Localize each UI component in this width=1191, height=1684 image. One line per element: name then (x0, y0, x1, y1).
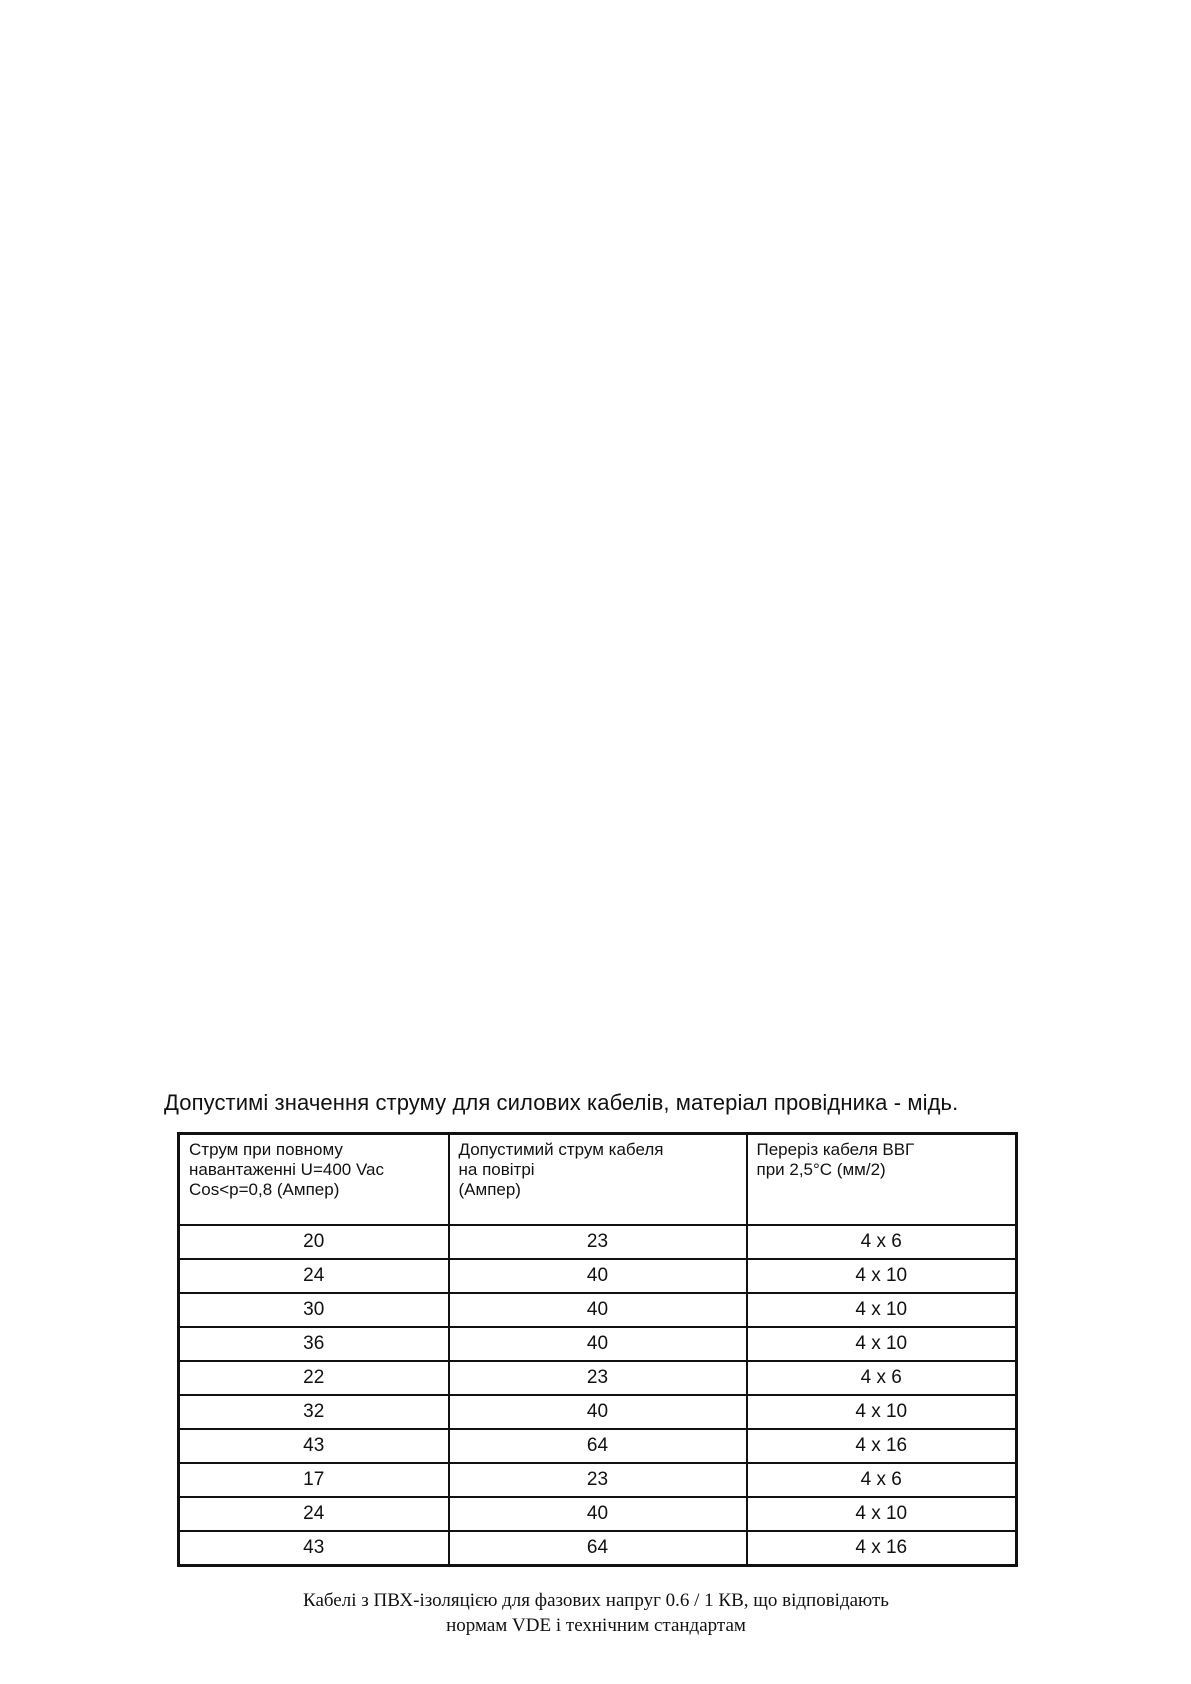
table-row (179, 1497, 1017, 1531)
cell-cross-section: 4 x 6 (747, 1463, 1017, 1497)
cell-cross-section: 4 x 10 (747, 1395, 1017, 1429)
cell-allowed-current: 40 (449, 1497, 747, 1531)
table-row (179, 1225, 1017, 1259)
cell-allowed-current: 64 (449, 1429, 747, 1463)
cell-cross-section: 4 x 6 (747, 1361, 1017, 1395)
cell-allowed-current: 40 (449, 1395, 747, 1429)
table-row (179, 1327, 1017, 1361)
cell-cross-section: 4 x 10 (747, 1293, 1017, 1327)
cell-allowed-current: 64 (449, 1531, 747, 1566)
table-row (179, 1395, 1017, 1429)
cell-full-load-current: 32 (179, 1395, 449, 1429)
cell-cross-section: 4 x 16 (747, 1429, 1017, 1463)
cell-allowed-current: 23 (449, 1361, 747, 1395)
cell-full-load-current: 17 (179, 1463, 449, 1497)
cell-full-load-current: 36 (179, 1327, 449, 1361)
table-row (179, 1463, 1017, 1497)
cell-full-load-current: 30 (179, 1293, 449, 1327)
cell-cross-section: 4 x 6 (747, 1225, 1017, 1259)
table-row (179, 1429, 1017, 1463)
header-full-load-current: Струм при повному навантаженні U=400 Vac Cos<p=0,8 (Ампер) (179, 1134, 449, 1226)
cell-allowed-current: 40 (449, 1293, 747, 1327)
cell-allowed-current: 40 (449, 1259, 747, 1293)
table-footnote: Кабелі з ПВХ-ізоляцією для фазових напруг 0.6 / 1 КВ, що відповідають нормам VDE і технічним стандартам (303, 1590, 889, 1636)
table-row (179, 1531, 1017, 1566)
cell-cross-section: 4 x 10 (747, 1259, 1017, 1293)
cell-cross-section: 4 x 10 (747, 1497, 1017, 1531)
table-row (179, 1361, 1017, 1395)
table-row (179, 1293, 1017, 1327)
cell-allowed-current: 40 (449, 1327, 747, 1361)
table-row (179, 1259, 1017, 1293)
header-allowed-cable-current: Допустимий струм кабеля на повітрі (Ампер) (449, 1134, 747, 1226)
cell-full-load-current: 24 (179, 1259, 449, 1293)
cable-current-table (177, 1132, 1018, 1567)
cell-full-load-current: 22 (179, 1361, 449, 1395)
cell-allowed-current: 23 (449, 1225, 747, 1259)
cell-cross-section: 4 x 16 (747, 1531, 1017, 1566)
cell-full-load-current: 24 (179, 1497, 449, 1531)
cell-full-load-current: 43 (179, 1531, 449, 1566)
header-cable-cross-section: Переріз кабеля ВВГ при 2,5°С (мм/2) (747, 1134, 1017, 1226)
cell-cross-section: 4 x 10 (747, 1327, 1017, 1361)
table-title: Допустимі значення струму для силових кабелів, матеріал провідника - мідь. (164, 1090, 959, 1115)
table-header-row (179, 1134, 1017, 1226)
cell-full-load-current: 20 (179, 1225, 449, 1259)
cell-allowed-current: 23 (449, 1463, 747, 1497)
cell-full-load-current: 43 (179, 1429, 449, 1463)
